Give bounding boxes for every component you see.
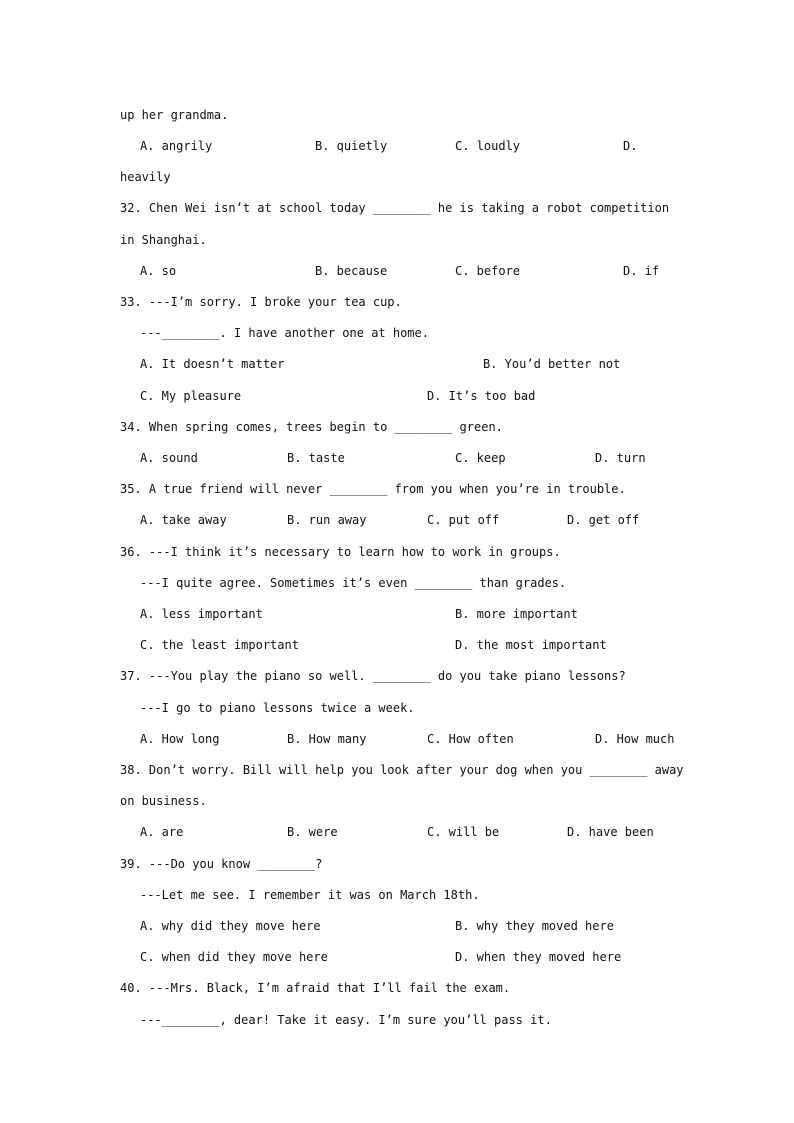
q33-option-d: D. It’s too bad [427,389,536,403]
q39-option-d: D. when they moved here [455,950,622,964]
q37-stem: 37. ---You play the piano so well. ________ do you take piano lessons? [120,669,626,683]
q36-stem: 36. ---I think it’s necessary to learn how to work in groups. [120,545,561,559]
q33-option-b: B. You’d better not [483,357,621,371]
q31-option-a: A. angrily [140,139,213,153]
q37-option-a: A. How long [140,732,220,746]
q35-option-c: C. put off [427,513,500,527]
q36-option-b: B. more important [455,607,578,621]
q40-stem: 40. ---Mrs. Black, I’m afraid that I’ll fail the exam. [120,981,511,995]
q38-option-b: B. were [287,825,338,839]
q34-stem: 34. When spring comes, trees begin to ________ green. [120,420,503,434]
q39-reply: ---Let me see. I remember it was on March 18th. [140,888,480,902]
q38-option-d: D. have been [567,825,654,839]
q35-option-a: A. take away [140,513,227,527]
q31-option-d-text: heavily [120,170,171,184]
q31-option-b: B. quietly [315,139,388,153]
q34-option-c: C. keep [455,451,506,465]
q40-reply: ---________, dear! Take it easy. I’m sure you’ll pass it. [140,1013,552,1027]
q37-option-d: D. How much [595,732,675,746]
q34-option-b: B. taste [287,451,345,465]
q38-option-c: C. will be [427,825,500,839]
q33-option-c: C. My pleasure [140,389,242,403]
q32-option-d: D. if [623,264,660,278]
q36-option-c: C. the least important [140,638,299,652]
q38-option-a: A. are [140,825,184,839]
q36-reply: ---I quite agree. Sometimes it’s even ________ than grades. [140,576,567,590]
q39-option-b: B. why they moved here [455,919,614,933]
q36-option-a: A. less important [140,607,263,621]
q34-option-a: A. sound [140,451,198,465]
q35-stem: 35. A true friend will never ________ from you when you’re in trouble. [120,482,626,496]
q39-option-c: C. when did they move here [140,950,328,964]
q35-option-d: D. get off [567,513,640,527]
q38-stem-cont: on business. [120,794,207,808]
q39-stem: 39. ---Do you know ________? [120,857,323,871]
q36-option-d: D. the most important [455,638,607,652]
q37-option-b: B. How many [287,732,367,746]
q38-stem: 38. Don’t worry. Bill will help you look after your dog when you ________ away [120,763,684,777]
q34-option-d: D. turn [595,451,646,465]
q39-option-a: A. why did they move here [140,919,321,933]
q33-option-a: A. It doesn’t matter [140,357,285,371]
q31-option-d: D. [623,139,638,153]
q31-option-c: C. loudly [455,139,521,153]
q37-reply: ---I go to piano lessons twice a week. [140,701,415,715]
q31-stem-end: up her grandma. [120,108,229,122]
q32-stem-cont: in Shanghai. [120,233,207,247]
q33-reply: ---________. I have another one at home. [140,326,429,340]
q37-option-c: C. How often [427,732,514,746]
q35-option-b: B. run away [287,513,367,527]
q32-option-b: B. because [315,264,388,278]
q32-stem: 32. Chen Wei isn’t at school today ________ he is taking a robot competition [120,201,670,215]
q33-stem: 33. ---I’m sorry. I broke your tea cup. [120,295,402,309]
q32-option-a: A. so [140,264,177,278]
q32-option-c: C. before [455,264,521,278]
